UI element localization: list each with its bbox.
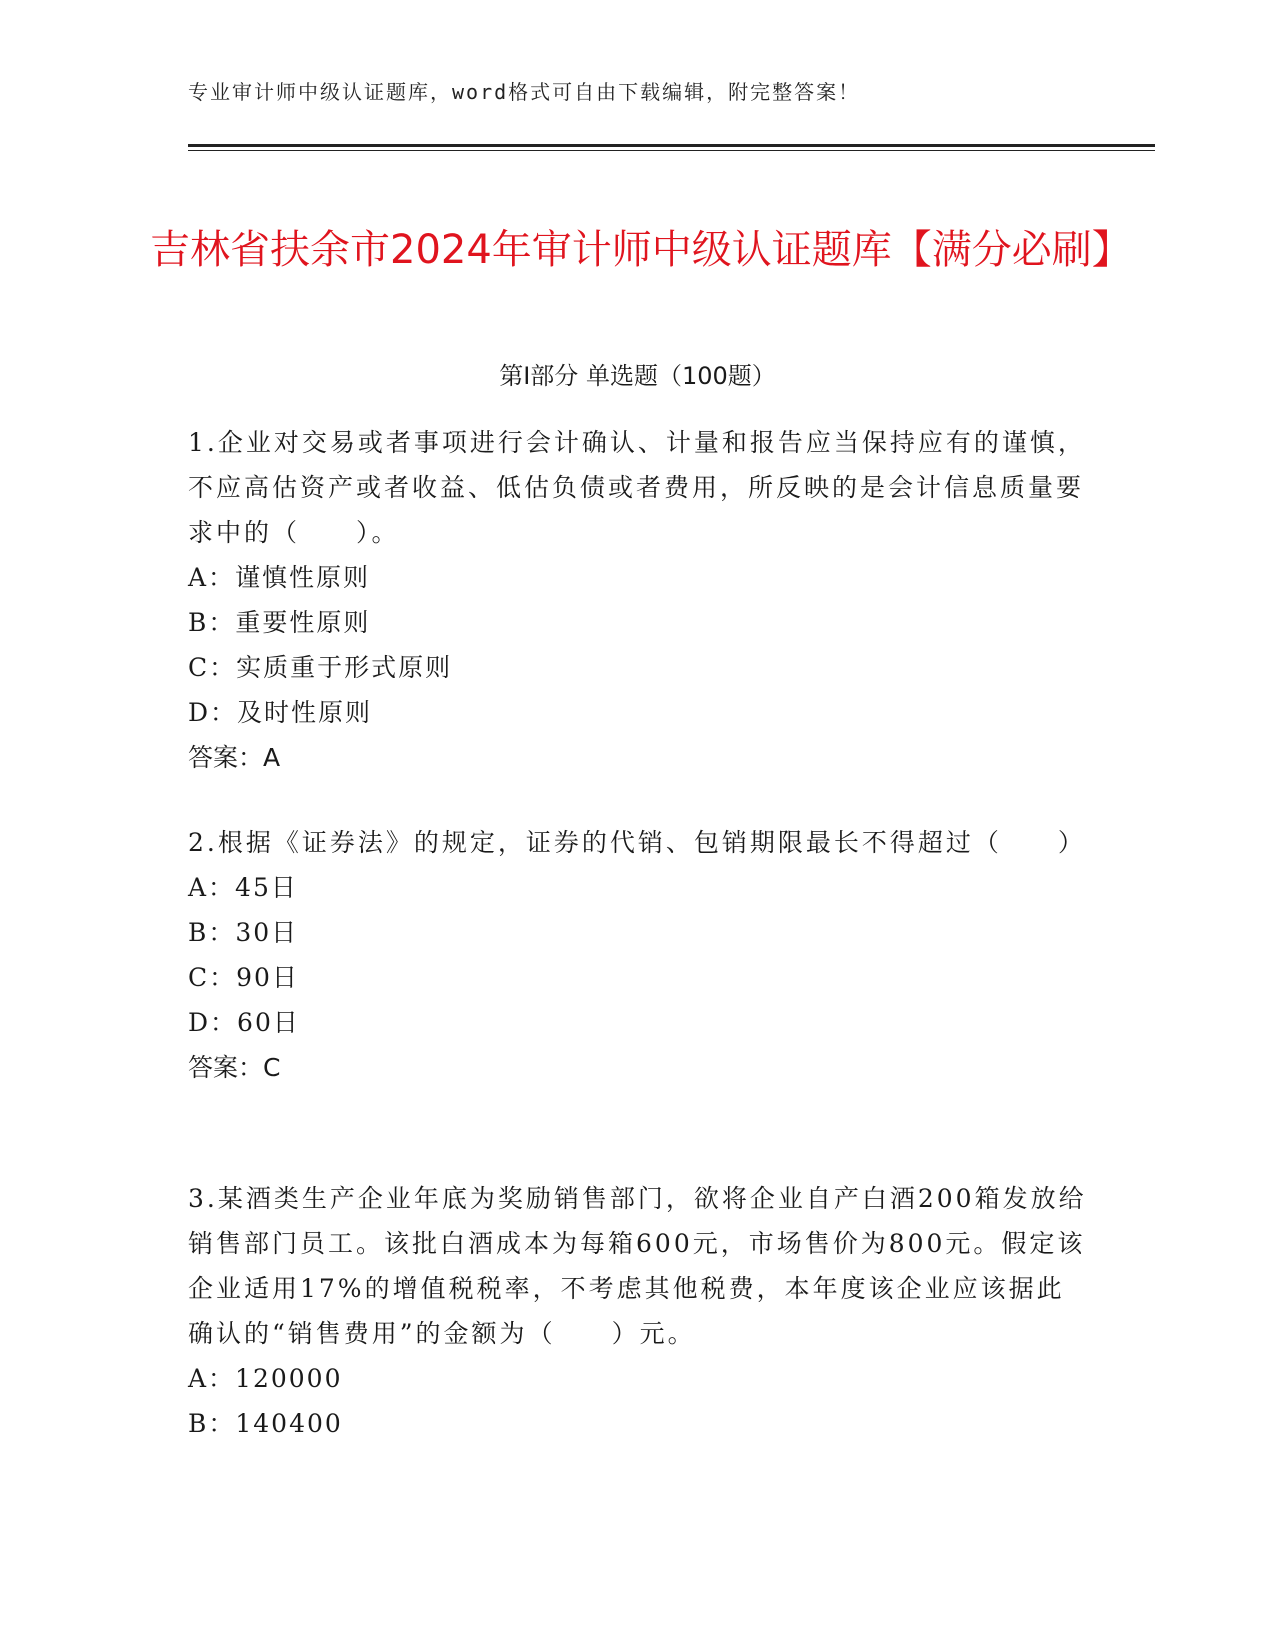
option-c: C：实质重于形式原则 <box>188 653 453 682</box>
option-b: B：30日 <box>188 918 299 947</box>
option-d: D：及时性原则 <box>188 698 373 727</box>
option-a: A：45日 <box>188 873 298 902</box>
header-divider-thin <box>188 150 1155 151</box>
question-2 <box>188 820 1088 1090</box>
header-divider-thick <box>188 144 1155 147</box>
option-a: A：120000 <box>188 1364 343 1393</box>
question-stem: 2.根据《证券法》的规定，证券的代销、包销期限最长不得超过（ ） <box>188 828 1086 857</box>
option-a: A：谨慎性原则 <box>188 563 371 592</box>
answer-label: 答案：A <box>188 743 281 772</box>
option-d: D：60日 <box>188 1008 300 1037</box>
option-b: B：重要性原则 <box>188 608 371 637</box>
question-3 <box>188 1176 1088 1446</box>
header-note: 专业审计师中级认证题库，word格式可自由下载编辑，附完整答案！ <box>188 80 861 104</box>
option-b: B：140400 <box>188 1409 343 1438</box>
answer-label: 答案：C <box>188 1053 281 1082</box>
question-stem: 3.某酒类生产企业年底为奖励销售部门，欲将企业自产白酒200箱发放给销售部门员工。该批白酒成本为每箱600元，市场售价为800元。假定该企业适用17%的增值税税率，不考虑其他税费，本年度该企业应该据此确认的“销售费用”的金额为（ ）元。 <box>188 1184 1087 1348</box>
option-c: C：90日 <box>188 963 299 992</box>
question-stem: 1.企业对交易或者事项进行会计确认、计量和报告应当保持应有的谨慎，不应高估资产或者收益、低估负债或者费用，所反映的是会计信息质量要求中的（ ）。 <box>188 428 1086 547</box>
document-title: 吉林省扶余市2024年审计师中级认证题库【满分必刷】 <box>150 226 1132 273</box>
question-1 <box>188 420 1088 780</box>
section-heading: 第Ⅰ部分 单选题（100题） <box>499 362 776 390</box>
